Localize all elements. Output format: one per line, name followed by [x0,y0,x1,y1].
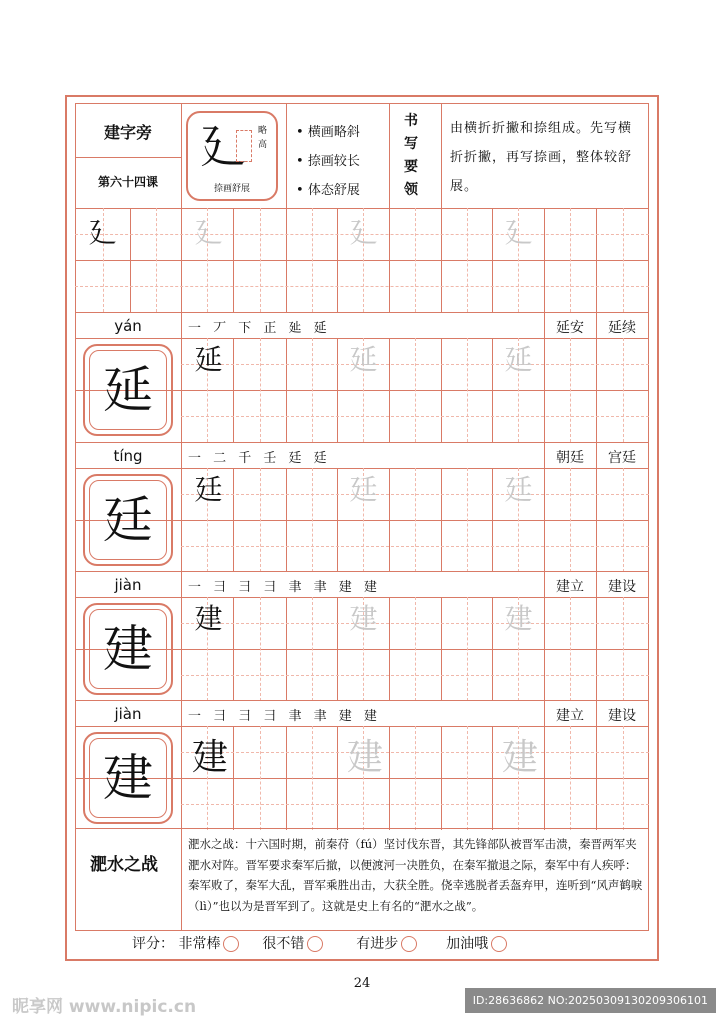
grid-line [233,468,234,572]
grid-guide [415,468,416,572]
radical-trace-char: 廴 [349,216,378,249]
grid-line [286,468,287,572]
grid-line [181,208,182,312]
grid-line [492,208,493,312]
trace-character: 建 [504,602,533,635]
grid-guide [260,468,261,572]
radical-trace-char: 廴 [194,216,223,249]
grid-line [544,338,545,442]
rating-circle[interactable] [307,936,323,952]
grid-guide [415,338,416,442]
watermark-logo: 昵享网 www.nipic.cn [12,997,197,1017]
rating-circle[interactable] [401,936,417,952]
example-word: 建立 [556,708,584,724]
story-title: 淝水之战 [90,855,158,875]
grid-line [441,338,442,442]
grid-guide [181,752,649,753]
radical-char: 廴 [200,119,246,173]
grid-guide [181,364,649,365]
grid-line [337,726,338,830]
rating-option[interactable]: 加油哦 [446,936,507,952]
example-word: 宫廷 [608,450,636,466]
bullet-item: • 横画略斜 [296,125,360,140]
rating-option[interactable]: 有进步 [356,936,417,952]
grid-line [544,597,545,701]
rating-circle[interactable] [223,936,239,952]
bullet-item: • 捺画较长 [296,154,360,169]
grid-guide [181,675,649,676]
page-number: 24 [353,976,371,991]
example-word: 朝廷 [556,450,584,466]
pinyin: jiàn [114,705,142,723]
grid-guide [570,597,571,701]
model-character: 建 [103,749,153,807]
grid-guide [623,597,624,701]
rating-label: 评分： [132,936,174,952]
stroke-order: 一 丆 下 正 㢟 延 [188,321,331,336]
rating-circle[interactable] [491,936,507,952]
grid-guide [181,623,649,624]
rating-option[interactable]: 很不错 [262,936,323,952]
story-text: 淝水之战：十六国时期，前秦苻（fú）坚讨伐东晋，其先锋部队被晋军击溃，秦晋两军夹淝水对阵。晋军要求秦军后撤，以便渡河一决胜负，在秦军撤退之际，秦军中有人疾呼：秦军败了，秦军大乱，晋军乘胜出击，大获全胜。侥幸逃脱者丢盔弃甲，连听到“风声鹤唳（lì）”也以为是晋军到了。这就是史上有名的“淝水之战”。 [188,837,643,913]
grid-guide [415,597,416,701]
example-word: 建立 [556,579,584,595]
grid-guide [260,208,261,312]
grid-line [441,597,442,701]
example-word: 延安 [556,320,584,336]
example-word: 建设 [608,579,636,595]
sample-character: 廷 [194,473,223,506]
radical-model-char: 廴 [88,216,117,249]
trace-character: 廷 [504,473,533,506]
pinyin: yán [114,317,142,335]
grid-guide [260,597,261,701]
bullet-item: • 体态舒展 [296,183,360,198]
grid-guide [181,494,649,495]
sample-character: 延 [194,343,223,376]
grid-guide [467,208,468,312]
grid-line [441,726,442,830]
radical-caption: 捺画舒展 [213,184,250,194]
key-points-text: 由横折折撇和捺组成。先写横折折撇，再写捺画，整体较舒展。 [450,121,633,194]
grid-line [389,597,390,701]
stroke-order: 一 ⺕ ⺕ ⺕ 聿 聿 建 建 [188,580,381,595]
radical-name: 建字旁 [103,123,152,142]
grid-line [233,597,234,701]
grid-guide [623,208,624,312]
grid-line [337,338,338,442]
grid-guide [570,338,571,442]
grid-guide [181,804,649,805]
sample-character: 建 [191,737,228,778]
model-character: 延 [103,361,153,419]
grid-guide [623,468,624,572]
grid-line [596,597,597,701]
example-word: 延续 [608,320,636,336]
grid-line [286,726,287,830]
trace-character: 建 [501,737,538,778]
grid-guide [181,416,649,417]
grid-line [389,726,390,830]
sample-character: 建 [194,602,223,635]
grid-line [130,208,131,312]
grid-line [389,468,390,572]
example-word: 建设 [608,708,636,724]
grid-guide [260,338,261,442]
grid-line [337,208,338,312]
pinyin: tíng [113,447,143,465]
grid-line [389,338,390,442]
grid-guide [623,726,624,830]
grid-guide [312,597,313,701]
grid-line [286,338,287,442]
grid-guide [467,338,468,442]
watermark-bar [0,986,724,1024]
bullet-list [296,118,360,205]
grid-line [596,726,597,830]
grid-guide [467,726,468,830]
grid-guide [467,468,468,572]
grid-guide [415,726,416,830]
watermark-id: ID:28636862 NO:20250309130209306101 [465,988,716,1013]
grid-line [492,597,493,701]
grid-line [233,208,234,312]
grid-guide [570,468,571,572]
grid-guide [75,286,649,287]
trace-character: 建 [346,737,383,778]
grid-line [544,468,545,572]
grid-line [544,208,545,312]
grid-guide [181,546,649,547]
grid-line [337,468,338,572]
grid-guide [570,208,571,312]
model-character: 廷 [103,491,153,549]
radical-height-marker [236,130,252,162]
grid-line [389,208,390,312]
grid-guide [570,726,571,830]
grid-line [544,726,545,830]
grid-guide [312,468,313,572]
grid-guide [415,208,416,312]
stroke-order: 一 二 千 壬 廷 廷 [188,451,331,466]
grid-line [492,726,493,830]
model-character: 建 [103,620,153,678]
grid-line [596,338,597,442]
grid-guide [312,726,313,830]
radical-note-side: 略高 [258,126,268,150]
grid-line [337,597,338,701]
grid-line [286,208,287,312]
grid-guide [623,338,624,442]
grid-line [596,468,597,572]
grid-line [441,468,442,572]
grid-line [233,338,234,442]
rating-bar [132,933,507,953]
lesson-number: 第六十四课 [97,175,158,189]
trace-character: 廷 [349,473,378,506]
rating-option[interactable]: 非常棒 [178,936,239,952]
grid-guide [312,338,313,442]
grid-guide [260,726,261,830]
trace-character: 建 [349,602,378,635]
grid-line [441,208,442,312]
grid-guide [156,208,157,312]
grid-line [286,597,287,701]
grid-line [596,208,597,312]
grid-guide [312,208,313,312]
pinyin: jiàn [114,576,142,594]
radical-trace-char: 廴 [504,216,533,249]
grid-guide [467,597,468,701]
key-points-title: 书写要领 [404,113,418,198]
grid-line [492,338,493,442]
grid-line [492,468,493,572]
trace-character: 延 [504,343,533,376]
trace-character: 延 [349,343,378,376]
stroke-order: 一 ⺕ ⺕ ⺕ 聿 聿 建 建 [188,709,381,724]
